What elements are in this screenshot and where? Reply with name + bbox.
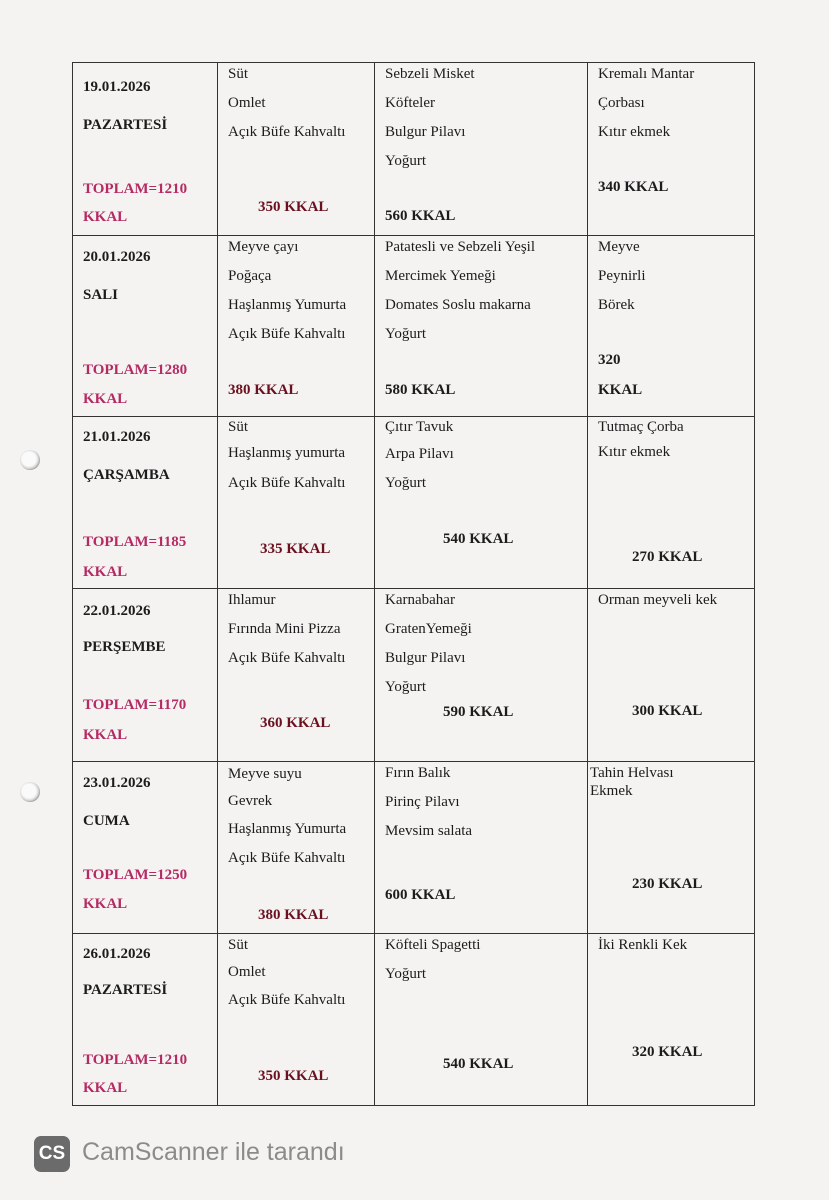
menu-item: Çıtır Tavuk — [385, 419, 454, 435]
breakfast-cell — [218, 63, 375, 236]
menu-item: Yoğurt — [385, 679, 426, 695]
menu-item: Omlet — [228, 95, 266, 111]
menu-item: Tahin Helvası — [590, 765, 674, 781]
meal-menu-table — [72, 62, 755, 1106]
menu-item: Fırın Balık — [385, 765, 451, 781]
snack-calories: 300 KKAL — [632, 703, 703, 719]
date: 20.01.2026 — [83, 249, 151, 265]
date: 23.01.2026 — [83, 775, 151, 791]
breakfast-cell — [218, 236, 375, 417]
menu-item: Meyve suyu — [228, 766, 302, 782]
menu-item: Kıtır ekmek — [598, 444, 671, 460]
daily-total: TOPLAM=1250 — [83, 867, 188, 883]
lunch-cell — [375, 589, 588, 762]
lunch-cell — [375, 934, 588, 1106]
daily-total-unit: KKAL — [83, 896, 128, 912]
menu-item: İki Renkli Kek — [598, 937, 688, 953]
menu-item: Haşlanmış Yumurta — [228, 821, 347, 837]
table-row — [73, 589, 755, 762]
menu-item: Omlet — [228, 964, 266, 980]
snack-cell — [588, 417, 755, 589]
menu-item: Köfteli Spagetti — [385, 937, 481, 953]
day-name: PERŞEMBE — [83, 639, 166, 655]
menu-item: Pirinç Pilavı — [385, 794, 460, 810]
breakfast-calories: 335 KKAL — [260, 541, 331, 557]
daily-total: TOPLAM=1210 — [83, 181, 188, 197]
daily-total-unit: KKAL — [83, 564, 128, 580]
snack-cell — [588, 934, 755, 1106]
menu-item: Peynirli — [598, 268, 646, 284]
snack-calories-unit: KKAL — [598, 382, 643, 398]
menu-item: Çorbası — [598, 95, 645, 111]
menu-item: Bulgur Pilavı — [385, 124, 466, 140]
menu-item: Yoğurt — [385, 966, 426, 982]
menu-item: Domates Soslu makarna — [385, 297, 531, 313]
daily-total: TOPLAM=1280 — [83, 362, 188, 378]
lunch-cell — [375, 63, 588, 236]
lunch-cell — [375, 236, 588, 417]
day-name: PAZARTESİ — [83, 117, 168, 133]
day-cell — [73, 762, 218, 934]
punch-hole — [20, 782, 40, 802]
menu-item: Karnabahar — [385, 592, 455, 608]
menu-item: Köfteler — [385, 95, 435, 111]
menu-item: Orman meyveli kek — [598, 592, 718, 608]
breakfast-calories: 380 KKAL — [258, 907, 329, 923]
menu-item: Meyve — [598, 239, 640, 255]
menu-item: Açık Büfe Kahvaltı — [228, 475, 346, 491]
breakfast-calories: 350 KKAL — [258, 199, 329, 215]
snack-cell — [588, 236, 755, 417]
day-name: PAZARTESİ — [83, 982, 168, 998]
lunch-calories: 580 KKAL — [385, 382, 456, 398]
menu-item: GratenYemeği — [385, 621, 472, 637]
snack-calories: 230 KKAL — [632, 876, 703, 892]
lunch-calories: 590 KKAL — [443, 704, 514, 720]
table-row — [73, 762, 755, 934]
menu-item: Yoğurt — [385, 326, 426, 342]
day-name: CUMA — [83, 813, 130, 829]
table-row — [73, 417, 755, 589]
lunch-cell — [375, 417, 588, 589]
menu-item: Meyve çayı — [228, 239, 299, 255]
snack-cell — [588, 63, 755, 236]
lunch-calories: 600 KKAL — [385, 887, 456, 903]
snack-calories: 270 KKAL — [632, 549, 703, 565]
breakfast-calories: 360 KKAL — [260, 715, 331, 731]
menu-item: Açık Büfe Kahvaltı — [228, 124, 346, 140]
lunch-calories: 560 KKAL — [385, 208, 456, 224]
breakfast-cell — [218, 589, 375, 762]
lunch-calories: 540 KKAL — [443, 1056, 514, 1072]
snack-calories: 320 — [598, 352, 621, 368]
snack-calories: 340 KKAL — [598, 179, 669, 195]
day-cell — [73, 417, 218, 589]
day-cell — [73, 236, 218, 417]
menu-item: Açık Büfe Kahvaltı — [228, 650, 346, 666]
date: 19.01.2026 — [83, 79, 151, 95]
camscanner-logo-icon: CS — [34, 1136, 70, 1172]
menu-item: Fırında Mini Pizza — [228, 621, 341, 637]
menu-item: Mevsim salata — [385, 823, 473, 839]
day-cell — [73, 589, 218, 762]
punch-hole — [20, 450, 40, 470]
menu-item: Açık Büfe Kahvaltı — [228, 326, 346, 342]
day-name: ÇARŞAMBA — [83, 467, 170, 483]
table-row — [73, 934, 755, 1106]
menu-item: Kıtır ekmek — [598, 124, 671, 140]
menu-item: Yoğurt — [385, 475, 426, 491]
daily-total-unit: KKAL — [83, 1080, 128, 1096]
daily-total-unit: KKAL — [83, 727, 128, 743]
lunch-cell — [375, 762, 588, 934]
date: 22.01.2026 — [83, 603, 151, 619]
date: 21.01.2026 — [83, 429, 151, 445]
menu-item: Açık Büfe Kahvaltı — [228, 850, 346, 866]
menu-item: Kremalı Mantar — [598, 66, 695, 82]
daily-total-unit: KKAL — [83, 209, 128, 225]
breakfast-calories: 380 KKAL — [228, 382, 299, 398]
breakfast-calories: 350 KKAL — [258, 1068, 329, 1084]
menu-item: Süt — [228, 66, 249, 82]
snack-cell — [588, 589, 755, 762]
snack-cell — [588, 762, 755, 934]
watermark-text: CamScanner ile tarandı — [82, 1138, 345, 1166]
menu-item: Börek — [598, 297, 635, 313]
menu-item: Haşlanmış yumurta — [228, 445, 346, 461]
daily-total-unit: KKAL — [83, 391, 128, 407]
menu-item: Yoğurt — [385, 153, 426, 169]
menu-item: Mercimek Yemeği — [385, 268, 496, 284]
breakfast-cell — [218, 934, 375, 1106]
day-name: SALI — [83, 287, 119, 303]
menu-item: Açık Büfe Kahvaltı — [228, 992, 346, 1008]
date: 26.01.2026 — [83, 946, 151, 962]
menu-item: Süt — [228, 419, 249, 435]
snack-calories: 320 KKAL — [632, 1044, 703, 1060]
table-row — [73, 63, 755, 236]
menu-item: Ekmek — [590, 783, 633, 799]
menu-item: Ihlamur — [228, 592, 276, 608]
menu-item: Sebzeli Misket — [385, 66, 475, 82]
day-cell — [73, 63, 218, 236]
breakfast-cell — [218, 762, 375, 934]
menu-item: Poğaça — [228, 268, 272, 284]
lunch-calories: 540 KKAL — [443, 531, 514, 547]
daily-total: TOPLAM=1210 — [83, 1052, 188, 1068]
table-row — [73, 236, 755, 417]
daily-total: TOPLAM=1185 — [83, 534, 187, 550]
menu-item: Bulgur Pilavı — [385, 650, 466, 666]
daily-total: TOPLAM=1170 — [83, 697, 187, 713]
menu-item: Patatesli ve Sebzeli Yeşil — [385, 239, 535, 255]
day-cell — [73, 934, 218, 1106]
menu-item: Tutmaç Çorba — [598, 419, 684, 435]
menu-item: Süt — [228, 937, 249, 953]
menu-item: Haşlanmış Yumurta — [228, 297, 347, 313]
menu-item: Gevrek — [228, 793, 273, 809]
breakfast-cell — [218, 417, 375, 589]
menu-item: Arpa Pilavı — [385, 446, 454, 462]
